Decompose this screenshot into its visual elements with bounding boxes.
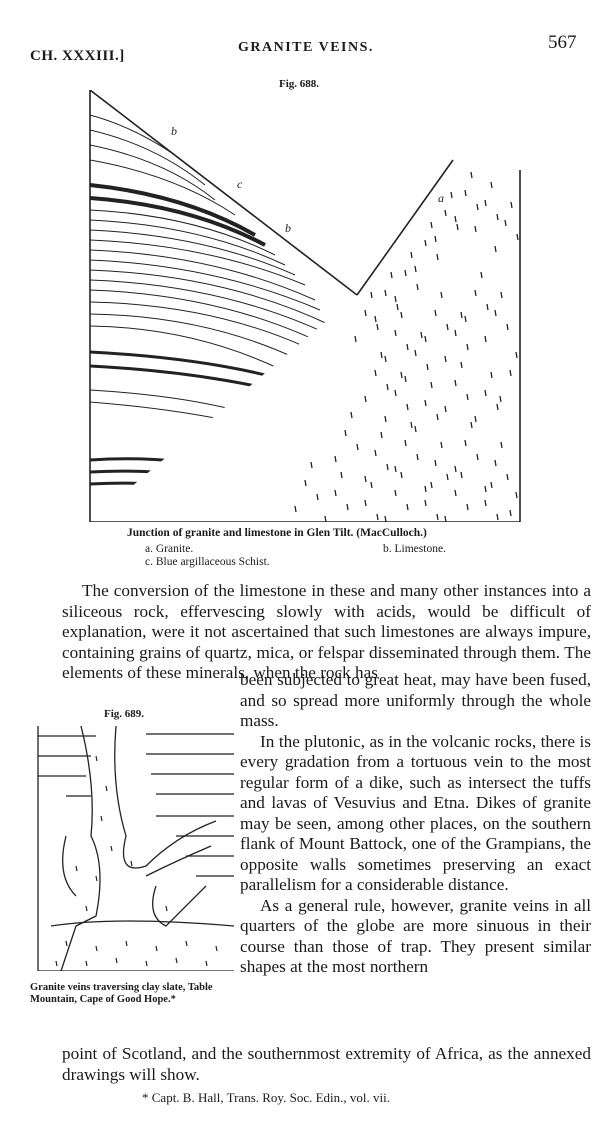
footnote: * Capt. B. Hall, Trans. Roy. Soc. Edin., vol. vii. xyxy=(142,1090,390,1105)
figure-688-letter-a: a xyxy=(438,191,444,205)
figure-688-key-c: c. Blue argillaceous Schist. xyxy=(145,556,270,568)
running-title: GRANITE VEINS. xyxy=(238,40,374,55)
figure-688-letter-b1: b xyxy=(171,124,177,138)
paragraph-3-part-a: As a general rule, however, granite veins in all quarters of the globe are more sinuous in their course than those of trap. They present similar shapes at the most northern xyxy=(240,895,591,976)
page-number: 567 xyxy=(548,32,577,53)
chapter-heading: CH. XXXIII.] xyxy=(30,48,125,64)
paragraph-2: In the plutonic, as in the volcanic rocks, there is every gradation from a tortuous vein to the most regular form of a dike, such as intersect the tuffs and lavas of Vesuvius and Etna. Dikes of granite may be seen, among other places, on the southern flank of Mount Battock, one of the Grampians, the opposite walls sometimes preserving an exact parallelism for a considerable distance. xyxy=(240,731,591,894)
figure-688-letter-b2: b xyxy=(285,221,291,235)
paragraph-3-part-b: point of Scotland, and the southernmost extremity of Africa, as the annexed drawings will show. xyxy=(62,1044,591,1084)
paragraph-1-continued xyxy=(240,670,591,978)
figure-688-caption: Junction of granite and limestone in Glen Tilt. (MacCulloch.) xyxy=(127,527,427,539)
figure-689-caption: Granite veins traversing clay slate, Table Mountain, Cape of Good Hope.* xyxy=(30,982,213,1005)
figure-689-illustration xyxy=(36,726,234,971)
figure-688-label: Fig. 688. xyxy=(279,78,320,90)
paragraph-1-continuation: been subjected to great heat, may have been fused, and so spread more uniformly through the whole mass. xyxy=(240,670,591,730)
figure-689-label: Fig. 689. xyxy=(104,708,145,720)
figure-688-key-a: a. Granite. xyxy=(145,543,194,555)
paragraph-1: The conversion of the limestone in these and many other instances into a siliceous rock, effervescing slowly with acids, would be difficult of explanation, were it not ascertained that such limestones are always impure, containing grains of quartz, mica, or felspar disseminated through them. The elements of these minerals, when the rock has xyxy=(62,581,591,682)
figure-688-key-b: b. Limestone. xyxy=(383,543,446,555)
figure-688-letter-c: c xyxy=(237,177,243,191)
figure-688-illustration xyxy=(85,90,535,522)
